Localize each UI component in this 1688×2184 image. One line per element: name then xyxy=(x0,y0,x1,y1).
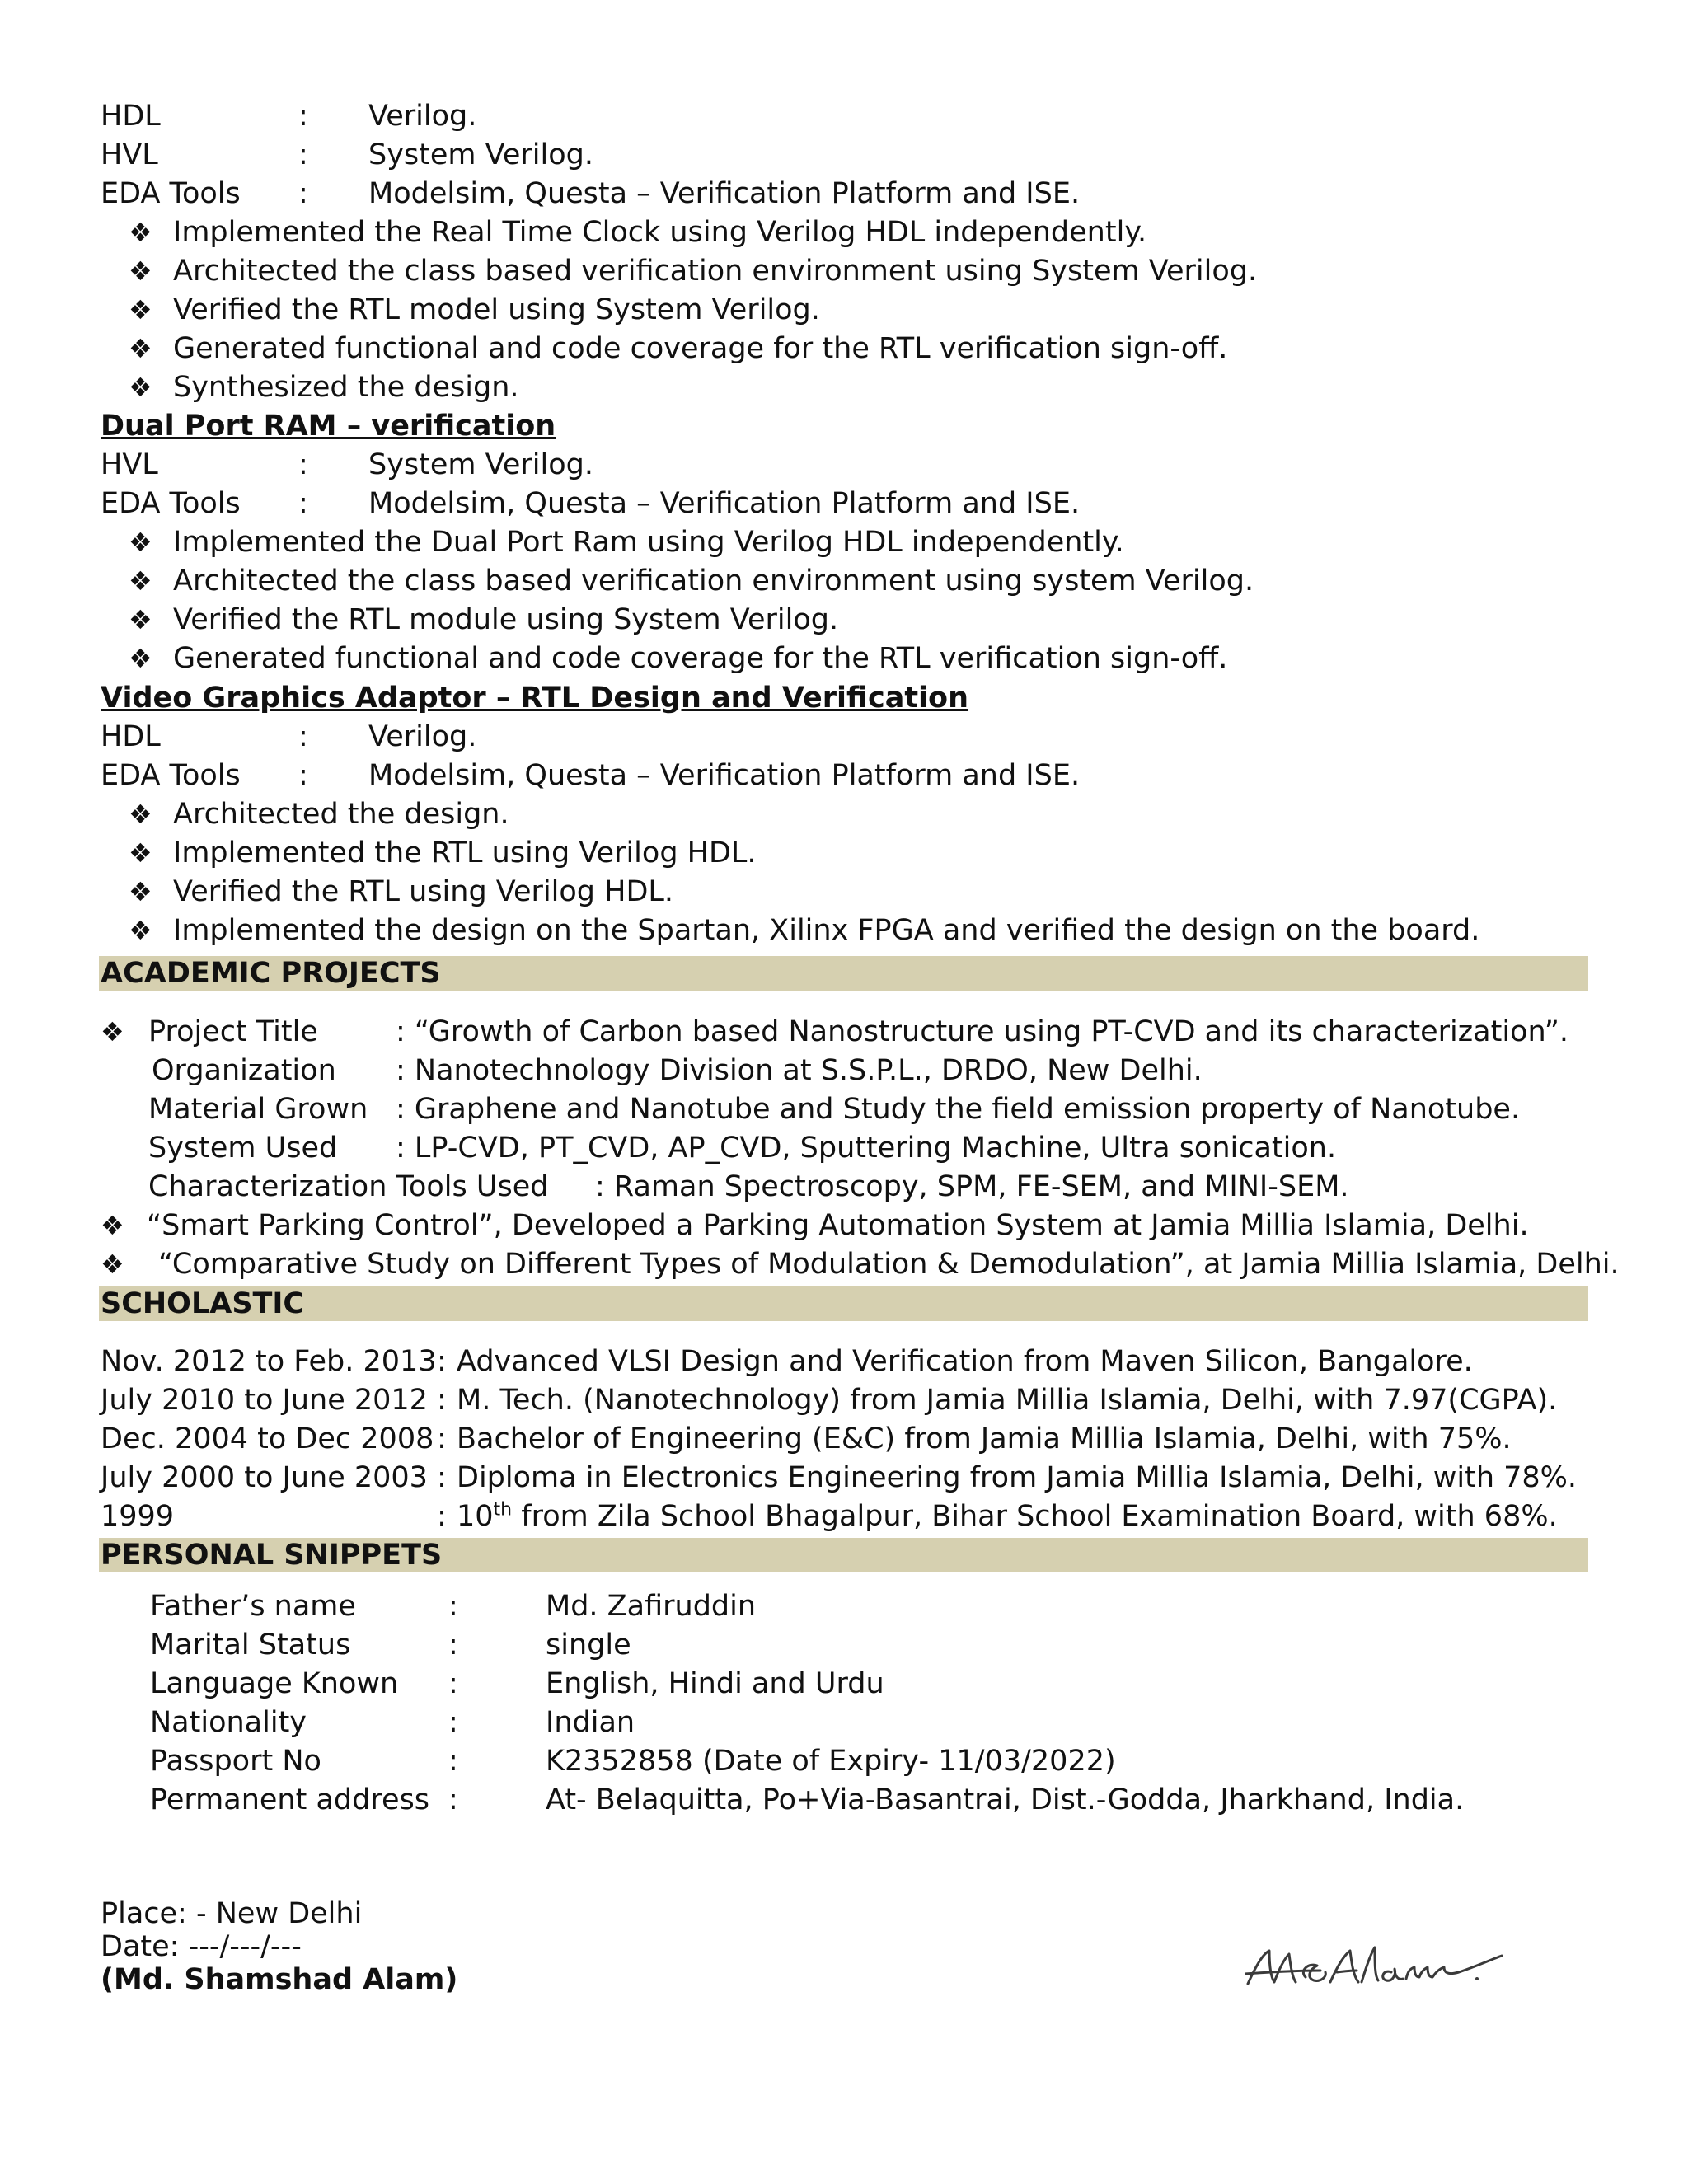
bullet-text: Verified the RTL model using System Verilog. xyxy=(173,293,820,326)
field-colon: : xyxy=(298,487,308,520)
academic-other-project xyxy=(101,1207,1667,1245)
bullet-diamond-icon: ❖ xyxy=(129,643,152,674)
field-value: System Verilog. xyxy=(368,138,593,171)
bullet-diamond-icon: ❖ xyxy=(129,876,152,907)
field-value: Modelsim, Questa – Verification Platform and ISE. xyxy=(368,487,1081,520)
bullet-diamond-icon: ❖ xyxy=(129,255,152,287)
bullet-text: Synthesized the design. xyxy=(173,371,519,404)
personal-colon: : xyxy=(448,1745,458,1778)
field-value: System Verilog. xyxy=(368,448,593,481)
personal-value: Indian xyxy=(546,1706,635,1739)
education-detail: M. Tech. (Nanotechnology) from Jamia Millia Islamia, Delhi, with 7.97(CGPA). xyxy=(457,1384,1558,1417)
personal-label: Marital Status xyxy=(150,1629,351,1661)
project-label: Organization xyxy=(152,1054,336,1087)
academic-other-project xyxy=(101,1245,1667,1284)
bullet-item xyxy=(129,330,1678,368)
bullet-item xyxy=(129,213,1678,252)
bullet-diamond-icon: ❖ xyxy=(129,837,152,869)
field-colon: : xyxy=(298,100,308,133)
signature-image xyxy=(1245,1941,1508,1999)
bullet-item xyxy=(129,601,1678,640)
field-label: EDA Tools xyxy=(101,759,241,792)
bullet-diamond-icon: ❖ xyxy=(129,604,152,635)
field-label: HDL xyxy=(101,100,161,133)
bullet-diamond-icon: ❖ xyxy=(101,1210,124,1241)
bullet-text: Architected the class based verification environment using System Verilog. xyxy=(173,255,1258,288)
section-title: SCHOLASTIC xyxy=(101,1287,305,1320)
bullet-item xyxy=(129,873,1678,912)
personal-row xyxy=(150,1587,1634,1626)
bullet-diamond-icon: ❖ xyxy=(129,217,152,248)
personal-row xyxy=(150,1665,1634,1704)
personal-row xyxy=(150,1742,1634,1781)
bullet-text: Architected the design. xyxy=(173,798,509,831)
bullet-text: Implemented the Dual Port Ram using Verilog HDL independently. xyxy=(173,526,1124,559)
footer-place: Place: - New Delhi xyxy=(101,1897,363,1930)
field-colon: : xyxy=(298,720,308,753)
field-row xyxy=(101,757,1584,795)
education-colon: : xyxy=(437,1422,447,1455)
education-period: July 2010 to June 2012 xyxy=(101,1384,428,1417)
academic-project-row xyxy=(101,1090,1667,1129)
section-title: ACADEMIC PROJECTS xyxy=(101,957,441,990)
education-period: 1999 xyxy=(101,1500,175,1533)
personal-value: K2352858 (Date of Expiry- 11/03/2022) xyxy=(546,1745,1116,1778)
personal-row xyxy=(150,1704,1634,1742)
project-text: “Comparative Study on Different Types of Modulation & Demodulation”, at Jamia Millia Islamia, Delhi. xyxy=(158,1248,1620,1281)
bullet-item xyxy=(129,795,1678,834)
field-label: EDA Tools xyxy=(101,177,241,210)
field-value: Modelsim, Questa – Verification Platform and ISE. xyxy=(368,177,1081,210)
academic-project-row xyxy=(101,1168,1667,1207)
education-detail: Diploma in Electronics Engineering from Jamia Millia Islamia, Delhi, with 78%. xyxy=(457,1461,1578,1494)
education-row xyxy=(101,1497,1650,1536)
education-row xyxy=(101,1381,1650,1420)
bullet-item xyxy=(129,562,1678,601)
personal-label: Nationality xyxy=(150,1706,307,1739)
section-title: PERSONAL SNIPPETS xyxy=(101,1539,443,1572)
field-value: Verilog. xyxy=(368,100,477,133)
personal-colon: : xyxy=(448,1783,458,1816)
field-row xyxy=(101,718,1584,757)
project-value: : Graphene and Nanotube and Study the field emission property of Nanotube. xyxy=(396,1093,1521,1126)
bullet-text: Implemented the RTL using Verilog HDL. xyxy=(173,837,757,869)
education-detail: 10th from Zila School Bhagalpur, Bihar School Examination Board, with 68%. xyxy=(457,1499,1558,1533)
bullet-diamond-icon: ❖ xyxy=(101,1249,124,1280)
personal-value: single xyxy=(546,1629,631,1661)
bullet-diamond-icon: ❖ xyxy=(129,915,152,946)
bullet-diamond-icon: ❖ xyxy=(129,527,152,558)
personal-label: Language Known xyxy=(150,1667,399,1700)
section-header-personal xyxy=(99,1538,1588,1572)
bullet-item xyxy=(129,834,1678,873)
field-label: HVL xyxy=(101,448,158,481)
project-label: Project Title xyxy=(148,1015,318,1048)
project-value: : Nanotechnology Division at S.S.P.L., DRDO, New Delhi. xyxy=(396,1054,1203,1087)
field-value: Verilog. xyxy=(368,720,477,753)
project-value: : Raman Spectroscopy, SPM, FE-SEM, and MINI-SEM. xyxy=(595,1170,1349,1203)
field-colon: : xyxy=(298,138,308,171)
field-colon: : xyxy=(298,759,308,792)
bullet-text: Architected the class based verification environment using system Verilog. xyxy=(173,565,1254,598)
project-text: “Smart Parking Control”, Developed a Parking Automation System at Jamia Millia Islamia, Delhi. xyxy=(147,1209,1529,1242)
bullet-text: Verified the RTL using Verilog HDL. xyxy=(173,875,674,908)
bullet-diamond-icon: ❖ xyxy=(101,1016,124,1047)
education-row xyxy=(101,1459,1650,1497)
personal-value: English, Hindi and Urdu xyxy=(546,1667,884,1700)
bullet-text: Implemented the Real Time Clock using Verilog HDL independently. xyxy=(173,216,1147,249)
project-label: Characterization Tools Used xyxy=(148,1170,549,1203)
bullet-item xyxy=(129,640,1678,678)
personal-value: At- Belaquitta, Po+Via-Basantrai, Dist.-Godda, Jharkhand, India. xyxy=(546,1783,1465,1816)
field-colon: : xyxy=(298,448,308,481)
education-colon: : xyxy=(437,1500,447,1533)
field-colon: : xyxy=(298,177,308,210)
field-row xyxy=(101,485,1584,523)
field-row xyxy=(101,136,1584,175)
personal-colon: : xyxy=(448,1706,458,1739)
bullet-text: Implemented the design on the Spartan, Xilinx FPGA and verified the design on the board. xyxy=(173,914,1480,947)
project-value: : “Growth of Carbon based Nanostructure using PT-CVD and its characterization”. xyxy=(396,1015,1568,1048)
personal-label: Passport No xyxy=(150,1745,321,1778)
bullet-text: Generated functional and code coverage for the RTL verification sign-off. xyxy=(173,642,1228,675)
personal-label: Permanent address xyxy=(150,1783,429,1816)
academic-project-row xyxy=(101,1052,1667,1090)
field-label: HDL xyxy=(101,720,161,753)
bullet-diamond-icon: ❖ xyxy=(129,799,152,830)
education-colon: : xyxy=(437,1345,447,1378)
project-title: Video Graphics Adaptor – RTL Design and Verification xyxy=(101,682,969,715)
project-title: Dual Port RAM – verification xyxy=(101,410,556,443)
education-period: Dec. 2004 to Dec 2008 xyxy=(101,1422,434,1455)
field-row xyxy=(101,97,1584,136)
academic-project-row xyxy=(101,1013,1667,1052)
project-label: System Used xyxy=(148,1132,338,1165)
academic-project-row xyxy=(101,1129,1667,1168)
project-label: Material Grown xyxy=(148,1093,368,1126)
footer-name: (Md. Shamshad Alam) xyxy=(101,1963,458,1996)
personal-colon: : xyxy=(448,1590,458,1623)
bullet-item xyxy=(129,523,1678,562)
field-label: HVL xyxy=(101,138,158,171)
section-header-academic xyxy=(99,956,1588,991)
bullet-item xyxy=(129,291,1678,330)
personal-label: Father’s name xyxy=(150,1590,356,1623)
personal-row xyxy=(150,1781,1634,1820)
education-colon: : xyxy=(437,1461,447,1494)
personal-value: Md. Zafiruddin xyxy=(546,1590,757,1623)
education-detail: Advanced VLSI Design and Verification from Maven Silicon, Bangalore. xyxy=(457,1345,1473,1378)
bullet-text: Generated functional and code coverage for the RTL verification sign-off. xyxy=(173,332,1228,365)
personal-colon: : xyxy=(448,1629,458,1661)
education-period: Nov. 2012 to Feb. 2013 xyxy=(101,1345,437,1378)
bullet-item xyxy=(129,368,1678,407)
section-header-scholastic xyxy=(99,1286,1588,1321)
bullet-diamond-icon: ❖ xyxy=(129,333,152,364)
bullet-diamond-icon: ❖ xyxy=(129,565,152,597)
field-row xyxy=(101,175,1584,213)
education-period: July 2000 to June 2003 xyxy=(101,1461,428,1494)
personal-row xyxy=(150,1626,1634,1665)
education-row xyxy=(101,1343,1650,1381)
bullet-item xyxy=(129,252,1678,291)
education-row xyxy=(101,1420,1650,1459)
personal-colon: : xyxy=(448,1667,458,1700)
field-value: Modelsim, Questa – Verification Platform and ISE. xyxy=(368,759,1081,792)
field-row xyxy=(101,446,1584,485)
bullet-text: Verified the RTL module using System Verilog. xyxy=(173,603,839,636)
education-detail: Bachelor of Engineering (E&C) from Jamia Millia Islamia, Delhi, with 75%. xyxy=(457,1422,1512,1455)
education-colon: : xyxy=(437,1384,447,1417)
footer-date: Date: ---/---/--- xyxy=(101,1930,302,1963)
bullet-diamond-icon: ❖ xyxy=(129,372,152,403)
project-value: : LP-CVD, PT_CVD, AP_CVD, Sputtering Machine, Ultra sonication. xyxy=(396,1132,1337,1165)
field-label: EDA Tools xyxy=(101,487,241,520)
bullet-item xyxy=(129,912,1678,950)
bullet-diamond-icon: ❖ xyxy=(129,294,152,326)
